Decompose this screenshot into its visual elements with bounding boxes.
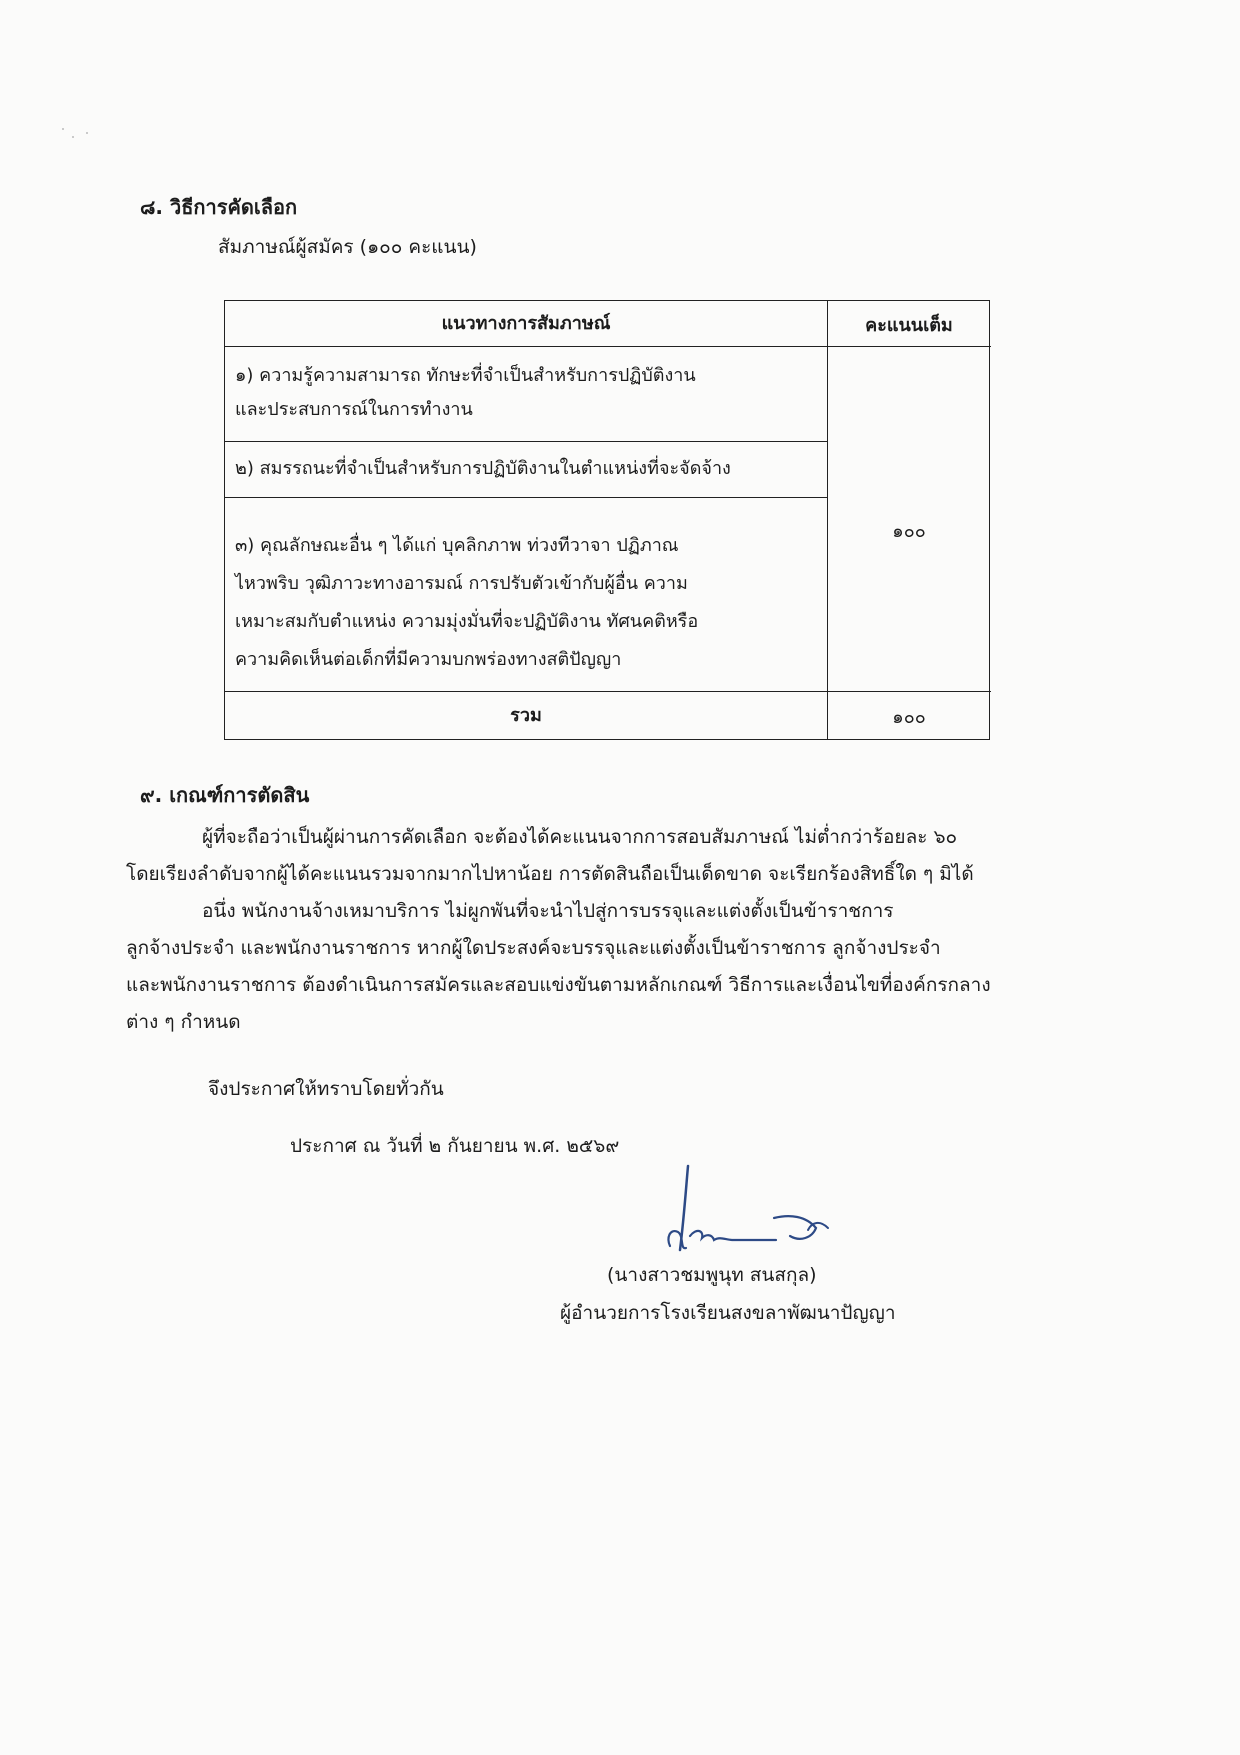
table-row-line: ความคิดเห็นต่อเด็กที่มีความบกพร่องทางสติปัญญา (235, 649, 622, 670)
table-row-divider (225, 441, 827, 442)
table-header-divider (225, 346, 991, 347)
table-row: ๒) สมรรถนะที่จำเป็นสำหรับการปฏิบัติงานในตำแหน่งที่จะจัดจ้าง (235, 458, 731, 479)
table-total-label: รวม (510, 705, 542, 726)
announcement-date: ประกาศ ณ วันที่ ๒ กันยายน พ.ศ. ๒๕๖๙ (290, 1135, 620, 1157)
handwritten-signature (640, 1158, 840, 1268)
interview-criteria-table (224, 300, 990, 740)
table-total-score: ๑๐๐ (892, 707, 926, 728)
table-header-criteria: แนวทางการสัมภาษณ์ (441, 313, 611, 334)
section-9-paragraph-line: ผู้ที่จะถือว่าเป็นผู้ผ่านการคัดเลือก จะต้องได้คะแนนจากการสอบสัมภาษณ์ ไม่ต่ำกว่าร้อยละ ๖๐ (202, 826, 958, 848)
table-row-line: ไหวพริบ วุฒิภาวะทางอารมณ์ การปรับตัวเข้ากับผู้อื่น ความ (235, 573, 688, 594)
table-row (235, 359, 696, 427)
section-9-paragraph-line: ต่าง ๆ กำหนด (126, 1011, 241, 1033)
table-row (235, 527, 698, 679)
signer-name: (นางสาวชมพูนุท สนสกุล) (607, 1264, 817, 1286)
scan-speck (72, 136, 74, 138)
table-merged-score: ๑๐๐ (892, 521, 926, 542)
table-row-line: เหมาะสมกับตำแหน่ง ความมุ่งมั่นที่จะปฏิบัติงาน ทัศนคติหรือ (235, 611, 699, 632)
scan-speck (62, 128, 64, 130)
section-9-paragraph-line: โดยเรียงลำดับจากผู้ได้คะแนนรวมจากมากไปหาน้อย การตัดสินถือเป็นเด็ดขาด จะเรียกร้องสิทธิ์ใด ๆ มิได้ (126, 863, 974, 885)
section-9-paragraph-line: ลูกจ้างประจำ และพนักงานราชการ หากผู้ใดประสงค์จะบรรจุและแต่งตั้งเป็นข้าราชการ ลูกจ้างประจำ (126, 937, 941, 959)
scan-speck (86, 132, 88, 134)
signer-position: ผู้อำนวยการโรงเรียนสงขลาพัฒนาปัญญา (560, 1302, 896, 1324)
announcement-line: จึงประกาศให้ทราบโดยทั่วกัน (208, 1078, 444, 1100)
section-9-heading: ๙. เกณฑ์การตัดสิน (140, 783, 310, 807)
table-total-divider (225, 691, 991, 692)
table-row-line: และประสบการณ์ในการทำงาน (235, 399, 473, 420)
table-column-divider (827, 301, 828, 739)
table-row-line: ๑) ความรู้ความสามารถ ทักษะที่จำเป็นสำหรับการปฏิบัติงาน (235, 365, 696, 386)
section-9-paragraph-line: อนึ่ง พนักงานจ้างเหมาบริการ ไม่ผูกพันที่จะนำไปสู่การบรรจุและแต่งตั้งเป็นข้าราชการ (202, 900, 894, 922)
section-8-heading: ๘. วิธีการคัดเลือก (140, 195, 298, 219)
table-row-line: ๓) คุณลักษณะอื่น ๆ ได้แก่ บุคลิกภาพ ท่วงทีวาจา ปฏิภาณ (235, 535, 679, 556)
section-9-paragraph-line: และพนักงานราชการ ต้องดำเนินการสมัครและสอบแข่งขันตามหลักเกณฑ์ วิธีการและเงื่อนไขที่องค์กรกลาง (126, 974, 991, 996)
table-header-score: คะแนนเต็ม (865, 315, 953, 336)
table-row-divider (225, 497, 827, 498)
section-8-subheading: สัมภาษณ์ผู้สมัคร (๑๐๐ คะแนน) (218, 236, 477, 258)
